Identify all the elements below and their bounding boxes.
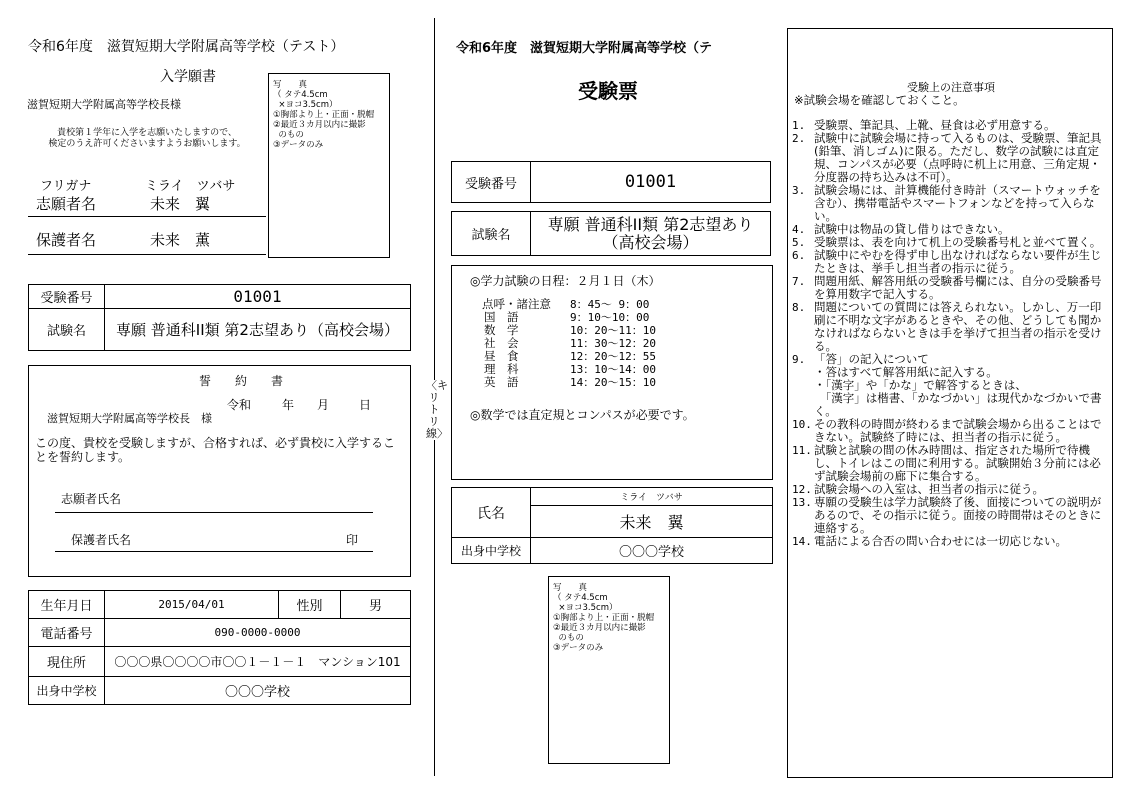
rule-number: 3. xyxy=(792,184,806,197)
applicant-name-underline xyxy=(28,216,266,217)
pledge-guardian-sign-label: 保護者氏名 xyxy=(71,533,132,547)
junior-high-label: 出身中学校 xyxy=(29,677,105,705)
rule-number: 11. xyxy=(792,444,812,457)
pledge-date-day: 日 xyxy=(359,398,372,412)
schedule-time: 10：20～11：10 xyxy=(570,324,656,337)
rule-number: 7. xyxy=(792,275,806,288)
ticket-exam-name-label: 試験名 xyxy=(452,212,531,256)
junior-high-value: 〇〇〇学校 xyxy=(105,677,411,705)
furigana-value: ミライ ツバサ xyxy=(145,179,236,194)
pledge-seal-mark: 印 xyxy=(346,533,359,547)
schedule-time: 11：30～12：20 xyxy=(570,337,656,350)
notice-rule xyxy=(792,535,1108,548)
guardian-name-underline xyxy=(28,254,266,255)
pledge-date-era: 令和 xyxy=(227,398,252,412)
applicant-info-table xyxy=(28,590,411,705)
pledge-date-year: 年 xyxy=(282,398,295,412)
address-value: 〇〇〇県〇〇〇〇市〇〇１－１－１ マンション101 xyxy=(105,647,411,677)
ticket-photo-box: 写 真 （ タテ4.5cm ×ヨコ3.5cm） ①胸部より上・正面・脱帽 ②最近３カ月以内に撮影 のもの ③データのみ xyxy=(548,576,670,764)
dob-value: 2015/04/01 xyxy=(105,591,279,619)
rule-number: 8. xyxy=(792,301,806,314)
pledge-guardian-sign-line xyxy=(55,551,373,552)
rule-number: 6. xyxy=(792,249,806,262)
ticket-exam-table-number xyxy=(451,161,771,203)
sex-label: 性別 xyxy=(279,591,341,619)
pledge-addressee: 滋賀短期大学附属高等学校長 様 xyxy=(47,412,212,425)
schedule-time: 8：45～ 9：00 xyxy=(570,298,650,311)
schedule-item: 理 科 xyxy=(484,362,519,376)
schedule-row xyxy=(482,376,712,389)
pledge-applicant-sign-line xyxy=(55,512,373,513)
rule-text: 専願の受験生は学力試験終了後、面接についての説明があるので、その指示に従う。面接の時間帯はそのときに連絡する。 xyxy=(814,495,1102,535)
exam-number-label: 受験番号 xyxy=(29,285,105,309)
schedule-item: 昼 食 xyxy=(484,349,519,363)
application-title: 入学願書 xyxy=(160,69,216,85)
rule-number: 14. xyxy=(792,535,812,548)
schedule-item: 数 学 xyxy=(484,323,519,337)
address-label: 現住所 xyxy=(29,647,105,677)
application-photo-box: 写 真 （ タテ4.5cm ×ヨコ3.5cm） ①胸部より上・正面・脱帽 ②最近３カ月以内に撮影 のもの ③データのみ xyxy=(268,73,390,258)
rule-text: 試験中は物品の貸し借りはできない。 xyxy=(814,222,1010,236)
ticket-exam-table-name xyxy=(451,211,771,256)
ticket-exam-number-value: 01001 xyxy=(531,162,771,203)
pledge-applicant-sign-label: 志願者氏名 xyxy=(61,492,122,506)
schedule-item: 英 語 xyxy=(484,375,519,389)
schedule-item: 国 語 xyxy=(484,310,519,324)
schedule-title: ◎学力試験の日程：２月１日（木） xyxy=(470,274,661,288)
rule-text: 試験会場への入室は、担当者の指示に従う。 xyxy=(814,482,1044,496)
rule-text: 受験票、筆記具、上靴、昼食は必ず用意する。 xyxy=(814,118,1056,132)
rule-text: 試験中に試験会場に持って入るものは、受験票、筆記具(鉛筆、消しゴム)に限る。ただし、数学の試験には直定規、コンパスが必要（点呼時に机上に用意、三角定規・分度器の持ち込みは不可）。 xyxy=(814,131,1102,184)
pledge-date-month: 月 xyxy=(317,398,330,412)
phone-value: 090-0000-0000 xyxy=(105,619,411,647)
notice-rule xyxy=(792,275,1108,301)
notice-rule xyxy=(792,132,1108,184)
notice-rule xyxy=(792,301,1108,353)
furigana-label: フリガナ xyxy=(40,179,92,194)
applicant-name-label: 志願者名 xyxy=(36,195,97,213)
schedule-time: 13：10～14：00 xyxy=(570,363,656,376)
rule-text: その教科の時間が終わるまで試験会場から出ることはできない。試験終了時には、担当者の指示に従う。 xyxy=(814,417,1102,444)
schedule-item: 社 会 xyxy=(484,336,519,350)
dob-label: 生年月日 xyxy=(29,591,105,619)
ticket-title: 受験票 xyxy=(578,79,638,103)
rule-number: 12. xyxy=(792,483,812,496)
rule-number: 2. xyxy=(792,132,806,145)
ticket-furigana-value: ミライ ツバサ xyxy=(531,488,773,506)
notice-box xyxy=(787,28,1113,778)
notice-rule xyxy=(792,249,1108,275)
phone-label: 電話番号 xyxy=(29,619,105,647)
notice-title: 受験上の注意事項 xyxy=(907,81,995,94)
application-addressee: 滋賀短期大学附属高等学校長様 xyxy=(27,98,181,111)
sex-value: 男 xyxy=(341,591,411,619)
notice-rule xyxy=(792,418,1108,444)
notice-rule xyxy=(792,353,1108,418)
rule-number: 9. xyxy=(792,353,806,366)
schedule-note: ◎数学では直定規とコンパスが必要です。 xyxy=(470,408,695,422)
rule-text: 試験中にやむを得ず申し出なければならない要件が生じたときは、挙手し担当者の指示に従う。 xyxy=(814,248,1102,275)
notice-rule xyxy=(792,184,1108,223)
application-header: 令和6年度 滋賀短期大学附属高等学校（テスト） xyxy=(28,39,345,55)
ticket-exam-number-label: 受験番号 xyxy=(452,162,531,203)
notice-rule xyxy=(792,444,1108,483)
rule-text: 試験と試験の間の休み時間は、指定された場所で待機し、トイレはこの間に利用する。試験開始３分前には必ず試験会場前の廊下に集合する。 xyxy=(814,443,1101,483)
notice-subtitle: ※試験会場を確認しておくこと。 xyxy=(794,93,965,107)
rule-text: 受験票は、表を向けて机上の受験番号札と並べて置く。 xyxy=(814,235,1102,249)
rule-number: 5. xyxy=(792,236,806,249)
application-request-text: 貴校第１学年に入学を志願いたしますので、 検定のうえ許可くださいますようお願いします。 xyxy=(48,128,246,149)
ticket-header: 令和6年度 滋賀短期大学附属高等学校（テ xyxy=(456,41,713,56)
schedule-table xyxy=(482,298,712,389)
schedule-time: 14：20～15：10 xyxy=(570,376,656,389)
exam-name-value: 専願 普通科II類 第2志望あり（高校会場） xyxy=(105,309,411,351)
ticket-name-table xyxy=(451,487,773,564)
notice-rule xyxy=(792,496,1108,535)
rule-text: 電話による合否の問い合わせには一切応じない。 xyxy=(814,534,1067,548)
guardian-name-label: 保護者名 xyxy=(36,231,97,249)
rule-number: 13. xyxy=(792,496,812,509)
rule-number: 4. xyxy=(792,223,806,236)
exam-name-label: 試験名 xyxy=(29,309,105,351)
rule-text: 問題についての質問には答えられない。しかし、万一印刷に不明な文字があるときや、その他、どうしても聞かなければならないときは手を挙げて担当者の指示を受ける。 xyxy=(814,300,1102,353)
rule-text: 「答」の記入について ・答はすべて解答用紙に記入する。 ・「漢字」や「かな」で解答するときは、 「漢字」は楷書、「かなづかい」は現代かなづかいで書く。 xyxy=(814,352,1102,418)
rule-text: 問題用紙、解答用紙の受験番号欄には、自分の受験番号を算用数字で記入する。 xyxy=(814,274,1102,301)
guardian-name-value: 未来 薫 xyxy=(150,231,211,249)
schedule-time: 12：20～12：55 xyxy=(570,350,656,363)
schedule-item: 点呼・諸注意 xyxy=(482,297,551,311)
ticket-exam-name-value: 専願 普通科II類 第2志望あり（高校会場） xyxy=(531,212,771,256)
ticket-name-value: 未来 翼 xyxy=(531,506,773,538)
cut-line-label: 〈キリトリ線〉 xyxy=(426,379,448,440)
ticket-school-label: 出身中学校 xyxy=(452,538,531,564)
ticket-name-label: 氏名 xyxy=(452,488,531,538)
notice-rules-list xyxy=(792,119,1108,548)
pledge-body: この度、貴校を受験しますが、合格すれば、必ず貴校に入学することを誓約します。 xyxy=(35,436,396,464)
exam-number-value: 01001 xyxy=(105,285,411,309)
ticket-school-value: 〇〇〇学校 xyxy=(531,538,773,564)
rule-number: 1. xyxy=(792,119,806,132)
applicant-name-value: 未来 翼 xyxy=(150,195,211,213)
rule-number: 10. xyxy=(792,418,812,431)
ticket-schedule-box xyxy=(451,265,773,480)
rule-text: 試験会場には、計算機能付き時計（スマートウォッチを含む）、携帯電話やスマートフォンなどを持って入らない。 xyxy=(814,183,1101,223)
schedule-time: 9：10～10：00 xyxy=(570,311,650,324)
application-exam-table xyxy=(28,284,411,351)
pledge-box xyxy=(28,365,411,577)
pledge-title: 誓 約 書 xyxy=(199,374,284,388)
